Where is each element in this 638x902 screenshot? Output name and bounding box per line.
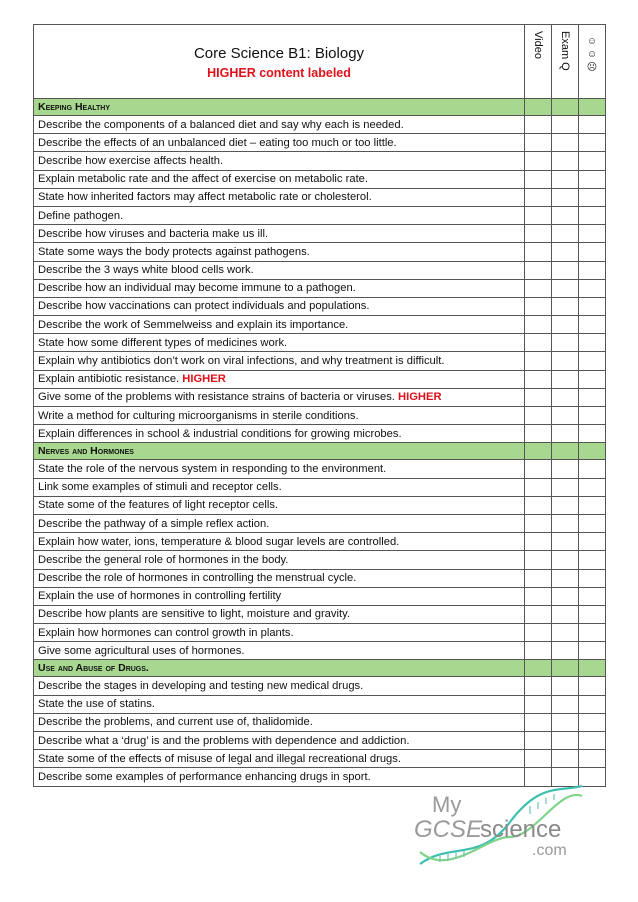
checklist-row <box>34 170 606 188</box>
section-heading-fill <box>525 443 552 460</box>
checklist-row <box>34 569 606 587</box>
exam-q-checkbox-cell[interactable] <box>552 334 579 352</box>
learning-objective <box>34 605 525 623</box>
section-heading-fill <box>579 99 606 116</box>
checklist-row <box>34 116 606 134</box>
confidence-checkbox-cell[interactable] <box>579 407 606 425</box>
objective-text: Describe how exercise affects health. <box>38 154 224 167</box>
objective-text: Give some of the problems with resistance strains of bacteria or viruses. <box>38 391 395 404</box>
objective-text: Explain how water, ions, temperature & blood sugar levels are controlled. <box>38 535 400 548</box>
objective-text: Describe how plants are sensitive to light, moisture and gravity. <box>38 608 350 621</box>
video-checkbox-cell[interactable] <box>525 642 552 660</box>
video-checkbox-cell[interactable] <box>525 188 552 206</box>
checklist-row <box>34 225 606 243</box>
objective-text: Describe some examples of performance enhancing drugs in sport. <box>38 770 371 783</box>
objective-text: State the role of the nervous system in responding to the environment. <box>38 462 387 475</box>
confidence-checkbox-cell[interactable] <box>579 352 606 370</box>
confidence-checkbox-cell[interactable] <box>579 642 606 660</box>
objective-text: Describe the role of hormones in controlling the menstrual cycle. <box>38 572 357 585</box>
checklist-row <box>34 732 606 750</box>
exam-q-checkbox-cell[interactable] <box>552 732 579 750</box>
video-checkbox-cell[interactable] <box>525 152 552 170</box>
learning-objective <box>34 732 525 750</box>
checklist-row <box>34 425 606 443</box>
video-checkbox-cell[interactable] <box>525 478 552 496</box>
objective-text: Describe the general role of hormones in the body. <box>38 553 289 566</box>
exam-q-checkbox-cell[interactable] <box>552 460 579 478</box>
learning-objective <box>34 642 525 660</box>
video-checkbox-cell[interactable] <box>525 677 552 695</box>
video-checkbox-cell[interactable] <box>525 243 552 261</box>
exam-q-checkbox-cell[interactable] <box>552 496 579 514</box>
learning-objective <box>34 152 525 170</box>
learning-objective <box>34 388 525 406</box>
video-checkbox-cell[interactable] <box>525 170 552 188</box>
exam-q-checkbox-cell[interactable] <box>552 261 579 279</box>
column-header-exam-q <box>552 25 579 99</box>
video-column-label: Video <box>532 31 544 59</box>
exam-q-checkbox-cell[interactable] <box>552 533 579 551</box>
objective-text: Describe how viruses and bacteria make us ill. <box>38 227 269 240</box>
confidence-checkbox-cell[interactable] <box>579 533 606 551</box>
checklist-row <box>34 261 606 279</box>
checklist-row <box>34 642 606 660</box>
learning-objective <box>34 677 525 695</box>
learning-objective <box>34 624 525 642</box>
learning-objective <box>34 243 525 261</box>
checklist-row <box>34 352 606 370</box>
exam-q-checkbox-cell[interactable] <box>552 134 579 152</box>
logo-text-science: science <box>480 816 562 843</box>
exam-q-checkbox-cell[interactable] <box>552 388 579 406</box>
checklist-row <box>34 750 606 768</box>
learning-objective <box>34 551 525 569</box>
confidence-checkbox-cell[interactable] <box>579 496 606 514</box>
higher-tag: HIGHER <box>398 391 442 404</box>
confidence-checkbox-cell[interactable] <box>579 514 606 532</box>
learning-objective <box>34 750 525 768</box>
objective-text: Define pathogen. <box>38 209 124 222</box>
checklist-row <box>34 279 606 297</box>
video-checkbox-cell[interactable] <box>525 569 552 587</box>
checklist-row <box>34 478 606 496</box>
confidence-checkbox-cell[interactable] <box>579 334 606 352</box>
table-header-row <box>34 25 606 99</box>
video-checkbox-cell[interactable] <box>525 279 552 297</box>
learning-objective <box>34 425 525 443</box>
video-checkbox-cell[interactable] <box>525 624 552 642</box>
video-checkbox-cell[interactable] <box>525 297 552 315</box>
learning-objective <box>34 514 525 532</box>
video-checkbox-cell[interactable] <box>525 605 552 623</box>
learning-objective <box>34 316 525 334</box>
checklist-table <box>33 24 606 787</box>
objective-text: State some of the effects of misuse of legal and illegal recreational drugs. <box>38 752 401 765</box>
confidence-checkbox-cell[interactable] <box>579 569 606 587</box>
objective-text: Explain the use of hormones in controlling fertility <box>38 590 282 603</box>
exam-q-checkbox-cell[interactable] <box>552 587 579 605</box>
smiley-happy-icon: ☺ <box>586 36 598 47</box>
objective-text: Give some agricultural uses of hormones. <box>38 644 245 657</box>
learning-objective <box>34 533 525 551</box>
confidence-checkbox-cell[interactable] <box>579 551 606 569</box>
checklist-row <box>34 677 606 695</box>
exam-q-checkbox-cell[interactable] <box>552 297 579 315</box>
learning-objective <box>34 352 525 370</box>
confidence-checkbox-cell[interactable] <box>579 297 606 315</box>
logo-text-my: My <box>432 792 462 817</box>
video-checkbox-cell[interactable] <box>525 425 552 443</box>
objective-text: Link some examples of stimuli and receptor cells. <box>38 481 282 494</box>
confidence-checkbox-cell[interactable] <box>579 243 606 261</box>
mygcsescience-logo <box>410 782 585 874</box>
learning-objective <box>34 334 525 352</box>
learning-objective <box>34 587 525 605</box>
confidence-checkbox-cell[interactable] <box>579 732 606 750</box>
exam-q-checkbox-cell[interactable] <box>552 352 579 370</box>
column-header-video <box>525 25 552 99</box>
confidence-checkbox-cell[interactable] <box>579 134 606 152</box>
video-checkbox-cell[interactable] <box>525 732 552 750</box>
objective-text: Write a method for culturing microorganisms in sterile conditions. <box>38 409 359 422</box>
checklist-row <box>34 134 606 152</box>
confidence-checkbox-cell[interactable] <box>579 605 606 623</box>
learning-objective <box>34 134 525 152</box>
exam-q-checkbox-cell[interactable] <box>552 407 579 425</box>
exam-q-checkbox-cell[interactable] <box>552 642 579 660</box>
exam-q-checkbox-cell[interactable] <box>552 677 579 695</box>
column-header-confidence <box>579 25 606 99</box>
exam-q-checkbox-cell[interactable] <box>552 750 579 768</box>
checklist-row <box>34 407 606 425</box>
checklist-row <box>34 713 606 731</box>
section-heading-fill <box>525 660 552 677</box>
video-checkbox-cell[interactable] <box>525 587 552 605</box>
video-checkbox-cell[interactable] <box>525 206 552 224</box>
confidence-checkbox-cell[interactable] <box>579 460 606 478</box>
logo-text-gcse: GCSE <box>414 816 483 843</box>
exam-q-checkbox-cell[interactable] <box>552 478 579 496</box>
checklist-row <box>34 334 606 352</box>
video-checkbox-cell[interactable] <box>525 496 552 514</box>
objective-text: State some of the features of light receptor cells. <box>38 499 279 512</box>
confidence-checkbox-cell[interactable] <box>579 695 606 713</box>
exam-q-checkbox-cell[interactable] <box>552 243 579 261</box>
confidence-checkbox-cell[interactable] <box>579 624 606 642</box>
video-checkbox-cell[interactable] <box>525 334 552 352</box>
confidence-checkbox-cell[interactable] <box>579 170 606 188</box>
confidence-checkbox-cell[interactable] <box>579 750 606 768</box>
learning-objective <box>34 695 525 713</box>
objective-text: Explain differences in school & industrial conditions for growing microbes. <box>38 427 402 440</box>
exam-q-checkbox-cell[interactable] <box>552 514 579 532</box>
video-checkbox-cell[interactable] <box>525 116 552 134</box>
objective-text: Describe how vaccinations can protect individuals and populations. <box>38 300 370 313</box>
page-subtitle: HIGHER content labeled <box>207 65 351 80</box>
exam-q-checkbox-cell[interactable] <box>552 152 579 170</box>
exam-q-checkbox-cell[interactable] <box>552 551 579 569</box>
checklist-row <box>34 533 606 551</box>
confidence-checkbox-cell[interactable] <box>579 587 606 605</box>
video-checkbox-cell[interactable] <box>525 460 552 478</box>
exam-q-checkbox-cell[interactable] <box>552 279 579 297</box>
exam-q-checkbox-cell[interactable] <box>552 605 579 623</box>
exam-q-checkbox-cell[interactable] <box>552 116 579 134</box>
confidence-checkbox-cell[interactable] <box>579 188 606 206</box>
video-checkbox-cell[interactable] <box>525 407 552 425</box>
section-header-row <box>34 99 606 116</box>
checklist-row <box>34 695 606 713</box>
smiley-neutral-icon: ☺ <box>586 49 598 60</box>
objective-text: Describe the 3 ways white blood cells work. <box>38 264 254 277</box>
objective-text: Explain how hormones can control growth in plants. <box>38 626 294 639</box>
title-cell <box>34 25 525 99</box>
learning-objective <box>34 713 525 731</box>
section-heading-fill <box>579 660 606 677</box>
learning-objective <box>34 116 525 134</box>
learning-objective <box>34 170 525 188</box>
exam-q-checkbox-cell[interactable] <box>552 316 579 334</box>
video-checkbox-cell[interactable] <box>525 533 552 551</box>
confidence-checkbox-cell[interactable] <box>579 425 606 443</box>
confidence-checkbox-cell[interactable] <box>579 206 606 224</box>
objective-text: Explain antibiotic resistance. <box>38 373 180 386</box>
objective-text: State how inherited factors may affect metabolic rate or cholesterol. <box>38 191 372 204</box>
logo-text-dotcom: .com <box>532 842 567 859</box>
page-title: Core Science B1: Biology <box>193 44 365 62</box>
exam-q-checkbox-cell[interactable] <box>552 170 579 188</box>
exam-q-checkbox-cell[interactable] <box>552 370 579 388</box>
checklist-row <box>34 624 606 642</box>
confidence-checkbox-cell[interactable] <box>579 388 606 406</box>
exam-q-checkbox-cell[interactable] <box>552 624 579 642</box>
confidence-checkbox-cell[interactable] <box>579 225 606 243</box>
section-heading-fill <box>552 99 579 116</box>
checklist-row <box>34 297 606 315</box>
confidence-checkbox-cell[interactable] <box>579 370 606 388</box>
video-checkbox-cell[interactable] <box>525 750 552 768</box>
objective-text: Describe the work of Semmelweiss and explain its importance. <box>38 318 349 331</box>
video-checkbox-cell[interactable] <box>525 514 552 532</box>
checklist-row <box>34 460 606 478</box>
exam-q-column-label: Exam Q <box>559 31 571 71</box>
objective-text: Describe what a ‘drug’ is and the problems with dependence and addiction. <box>38 734 410 747</box>
section-heading-fill <box>552 443 579 460</box>
exam-q-checkbox-cell[interactable] <box>552 206 579 224</box>
confidence-checkbox-cell[interactable] <box>579 677 606 695</box>
learning-objective <box>34 496 525 514</box>
confidence-checkbox-cell[interactable] <box>579 261 606 279</box>
exam-q-checkbox-cell[interactable] <box>552 188 579 206</box>
learning-objective <box>34 261 525 279</box>
objective-text: Describe the pathway of a simple reflex action. <box>38 517 270 530</box>
higher-tag: HIGHER <box>182 373 226 386</box>
checklist-row <box>34 605 606 623</box>
video-checkbox-cell[interactable] <box>525 388 552 406</box>
checklist-row <box>34 587 606 605</box>
learning-objective <box>34 460 525 478</box>
section-heading: Keeping Healthy <box>34 99 525 116</box>
checklist-row <box>34 496 606 514</box>
exam-q-checkbox-cell[interactable] <box>552 425 579 443</box>
learning-objective <box>34 297 525 315</box>
objective-text: Explain why antibiotics don’t work on viral infections, and why treatment is difficult. <box>38 355 445 368</box>
checklist-row <box>34 188 606 206</box>
confidence-checkbox-cell[interactable] <box>579 713 606 731</box>
section-heading-fill <box>579 443 606 460</box>
learning-objective <box>34 225 525 243</box>
video-checkbox-cell[interactable] <box>525 352 552 370</box>
exam-q-checkbox-cell[interactable] <box>552 695 579 713</box>
section-heading: Nerves and Hormones <box>34 443 525 460</box>
section-heading-fill <box>525 99 552 116</box>
section-header-row <box>34 660 606 677</box>
section-heading-fill <box>552 660 579 677</box>
objective-text: Describe how an individual may become immune to a pathogen. <box>38 282 356 295</box>
learning-objective <box>34 478 525 496</box>
confidence-checkbox-cell[interactable] <box>579 279 606 297</box>
smiley-sad-icon: ☹ <box>586 62 598 73</box>
video-checkbox-cell[interactable] <box>525 370 552 388</box>
section-heading: Use and Abuse of Drugs. <box>34 660 525 677</box>
objective-text: State how some different types of medicines work. <box>38 336 288 349</box>
exam-q-checkbox-cell[interactable] <box>552 569 579 587</box>
checklist-row <box>34 514 606 532</box>
learning-objective <box>34 407 525 425</box>
checklist-row <box>34 316 606 334</box>
video-checkbox-cell[interactable] <box>525 225 552 243</box>
learning-objective <box>34 569 525 587</box>
objective-text: State the use of statins. <box>38 698 155 711</box>
checklist-row <box>34 152 606 170</box>
learning-objective <box>34 206 525 224</box>
objective-text: Describe the problems, and current use of, thalidomide. <box>38 716 313 729</box>
learning-objective <box>34 279 525 297</box>
checklist-row <box>34 551 606 569</box>
checklist-row <box>34 206 606 224</box>
exam-q-checkbox-cell[interactable] <box>552 225 579 243</box>
objective-text: State some ways the body protects against pathogens. <box>38 245 310 258</box>
video-checkbox-cell[interactable] <box>525 261 552 279</box>
video-checkbox-cell[interactable] <box>525 713 552 731</box>
confidence-checkbox-cell[interactable] <box>579 478 606 496</box>
checklist-row <box>34 370 606 388</box>
video-checkbox-cell[interactable] <box>525 316 552 334</box>
objective-text: Explain metabolic rate and the affect of exercise on metabolic rate. <box>38 173 369 186</box>
learning-objective <box>34 370 525 388</box>
confidence-checkbox-cell[interactable] <box>579 152 606 170</box>
objective-text: Describe the stages in developing and testing new medical drugs. <box>38 680 364 693</box>
learning-objective <box>34 188 525 206</box>
checklist-row <box>34 243 606 261</box>
checklist-row <box>34 388 606 406</box>
video-checkbox-cell[interactable] <box>525 551 552 569</box>
objective-text: Describe the effects of an unbalanced diet – eating too much or too little. <box>38 136 397 149</box>
section-header-row <box>34 443 606 460</box>
video-checkbox-cell[interactable] <box>525 695 552 713</box>
confidence-checkbox-cell[interactable] <box>579 116 606 134</box>
objective-text: Describe the components of a balanced diet and say why each is needed. <box>38 118 404 131</box>
confidence-checkbox-cell[interactable] <box>579 316 606 334</box>
exam-q-checkbox-cell[interactable] <box>552 713 579 731</box>
video-checkbox-cell[interactable] <box>525 134 552 152</box>
